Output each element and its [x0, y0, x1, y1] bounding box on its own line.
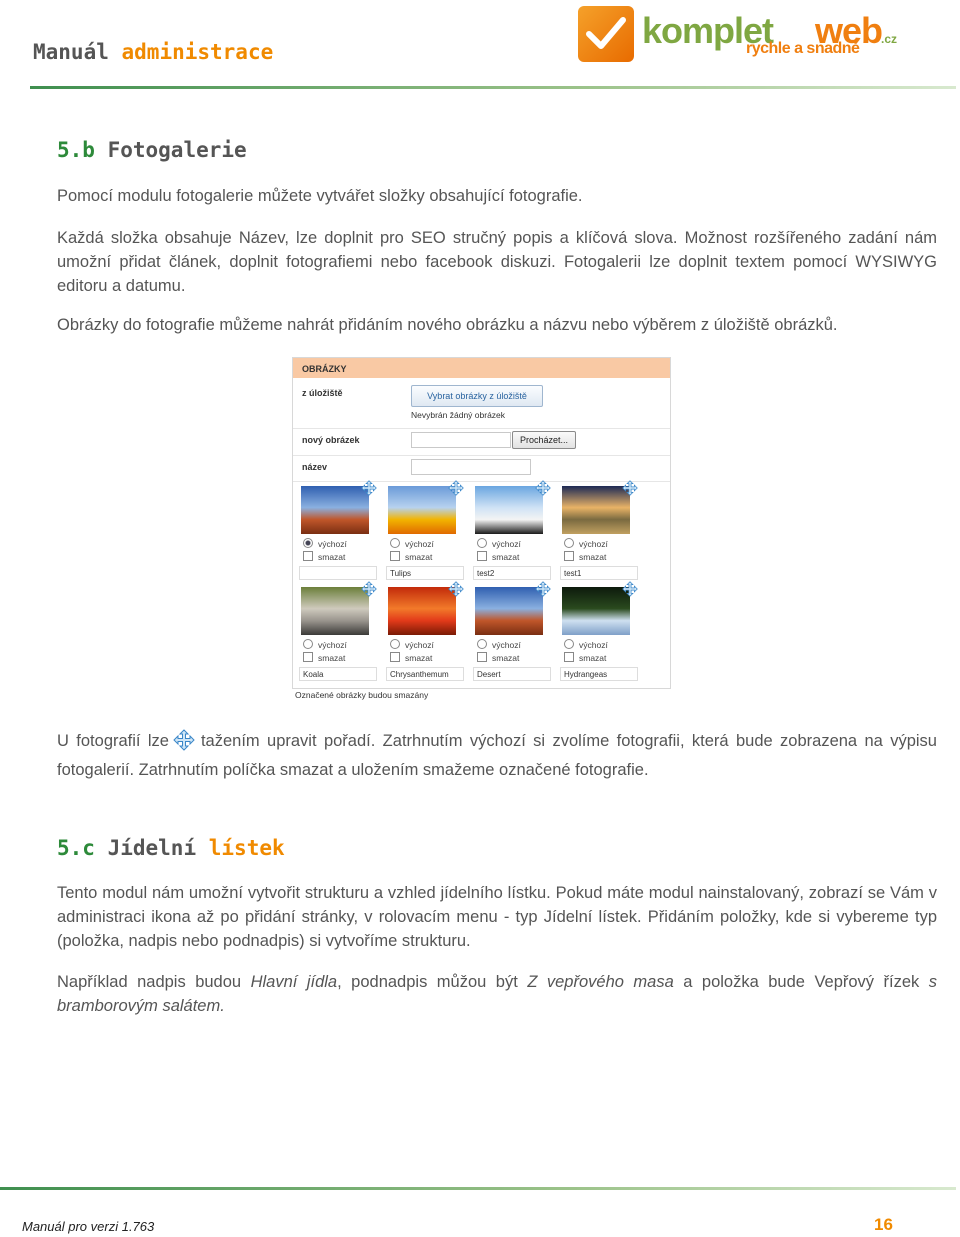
radio-icon — [303, 639, 313, 649]
new-image-row — [293, 428, 670, 456]
image-caption: Chrysanthemum — [390, 670, 449, 679]
example-italic: s bramborovým salátem. — [57, 973, 938, 1015]
image-caption-input[interactable] — [299, 667, 377, 681]
default-radio[interactable] — [303, 538, 347, 549]
section-number: 5.c — [57, 836, 95, 860]
kompletweb-logo — [578, 6, 908, 64]
document-header-title — [33, 40, 273, 64]
paragraph: Obrázky do fotografie můžeme nahrát přidáním nového obrázku a názvu nebo výběrem z úložiště obrázků. — [57, 316, 838, 334]
logo-check-icon — [578, 6, 634, 62]
default-label: výchozí — [579, 640, 608, 650]
move-arrows-icon[interactable] — [361, 581, 377, 599]
delete-label: smazat — [492, 552, 520, 562]
logo-tagline: rychle a snadně — [746, 40, 860, 57]
section-number: 5.b — [57, 138, 95, 162]
default-label: výchozí — [318, 539, 347, 549]
storage-label: z úložiště — [302, 388, 343, 398]
desert-image — [301, 486, 369, 534]
koala-image — [301, 587, 369, 635]
section-title: Fotogalerie — [107, 138, 247, 162]
section-heading-fotogalerie — [57, 138, 247, 162]
default-label: výchozí — [492, 539, 521, 549]
example-italic: Hlavní jídla — [250, 973, 338, 991]
logo-word-komplet: komplet — [642, 10, 774, 51]
default-label: výchozí — [579, 539, 608, 549]
checkbox-icon — [390, 551, 400, 561]
default-radio[interactable] — [390, 639, 434, 650]
example-text: a položka bude Vepřový řízek — [673, 973, 929, 991]
checkbox-icon — [303, 652, 313, 662]
example-text: Například nadpis budou — [57, 973, 251, 991]
browse-button[interactable]: Procházet... — [512, 431, 576, 449]
gallery-image-cell — [295, 581, 381, 679]
default-radio[interactable] — [564, 639, 608, 650]
delete-label: smazat — [318, 653, 346, 663]
image-caption-input[interactable] — [473, 566, 551, 580]
gallery-image-cell — [295, 480, 381, 578]
gallery-image-cell — [469, 581, 555, 679]
image-caption: Tulips — [390, 569, 412, 578]
delete-note: Označené obrázky budou smazány — [295, 690, 429, 700]
gallery-image-cell — [382, 581, 468, 679]
default-label: výchozí — [318, 640, 347, 650]
delete-checkbox[interactable] — [390, 551, 432, 562]
name-input[interactable] — [411, 459, 531, 475]
storage-status: Nevybrán žádný obrázek — [411, 410, 506, 420]
paragraph-example — [57, 970, 937, 1018]
desert-image — [475, 587, 543, 635]
gallery-image-cell — [382, 480, 468, 578]
image-caption: Desert — [477, 670, 501, 679]
move-arrows-icon[interactable] — [448, 480, 464, 498]
image-caption-input[interactable] — [299, 566, 377, 580]
section-title-part1: Jídelní — [107, 836, 197, 860]
delete-label: smazat — [492, 653, 520, 663]
logo-word-web: web — [815, 10, 883, 51]
tulips-image — [388, 486, 456, 534]
name-label: název — [302, 462, 328, 472]
delete-label: smazat — [318, 552, 346, 562]
hydrangeas-image — [562, 587, 630, 635]
image-caption: Hydrangeas — [564, 670, 608, 679]
default-radio[interactable] — [477, 639, 521, 650]
move-arrows-icon[interactable] — [622, 480, 638, 498]
chrysanthemum-image — [388, 587, 456, 635]
image-caption: test1 — [564, 569, 582, 578]
move-text-before: U fotografií lze — [57, 732, 169, 750]
page-number: 16 — [874, 1215, 893, 1234]
checkbox-icon — [564, 652, 574, 662]
paragraph-move — [57, 729, 937, 782]
default-label: výchozí — [405, 640, 434, 650]
delete-checkbox[interactable] — [477, 551, 519, 562]
header-divider — [30, 86, 956, 89]
gallery-image-cell — [469, 480, 555, 578]
delete-label: smazat — [579, 552, 607, 562]
checkbox-icon — [477, 551, 487, 561]
radio-icon — [564, 538, 574, 548]
delete-checkbox[interactable] — [564, 551, 606, 562]
default-radio[interactable] — [564, 538, 608, 549]
gallery-image-cell — [556, 480, 642, 578]
new-image-file-input[interactable] — [411, 432, 511, 448]
delete-label: smazat — [405, 552, 433, 562]
radio-icon — [477, 639, 487, 649]
new-image-label: nový obrázek — [302, 435, 360, 445]
checkbox-icon — [303, 551, 313, 561]
paragraph: Tento modul nám umožní vytvořit strukturu a vzhled jídelního lístku. Pokud máte modul nainstalovaný, zobrazí se Vám v administraci ikona až po přidání stránky, v rolovacím menu - typ Jídelní lístek. Přidáním položky, kde si vybereme typ (položka, nadpis nebo podnadpis) si vytvoříme strukturu. — [57, 884, 937, 950]
delete-checkbox[interactable] — [564, 652, 606, 663]
example-italic: Z vepřového masa — [527, 973, 674, 991]
delete-checkbox[interactable] — [303, 652, 345, 663]
image-caption: Koala — [303, 670, 324, 679]
section-heading-jidelni-listek — [57, 836, 285, 860]
delete-checkbox[interactable] — [303, 551, 345, 562]
images-panel-header: OBRÁZKY — [293, 358, 670, 378]
default-radio[interactable] — [390, 538, 434, 549]
radio-icon — [564, 639, 574, 649]
header-title-part1: Manuál — [33, 40, 109, 64]
default-label: výchozí — [492, 640, 521, 650]
delete-label: smazat — [579, 653, 607, 663]
footer-divider — [0, 1187, 956, 1190]
move-arrows-icon[interactable] — [622, 581, 638, 599]
delete-checkbox[interactable] — [390, 652, 432, 663]
checkbox-icon — [564, 551, 574, 561]
move-text-after: tažením upravit pořadí. Zatrhnutím výchozí si zvolíme fotografii, která bude zobrazena na výpisu fotogalerií. Zatrhnutím políčka smazat a uložením smažeme označené fotografie. — [57, 732, 937, 779]
paragraph: Pomocí modulu fotogalerie můžete vytvářet složky obsahující fotografie. — [57, 187, 583, 205]
move-arrows-icon[interactable] — [535, 581, 551, 599]
image-caption-input[interactable] — [473, 667, 551, 681]
move-arrows-icon[interactable] — [448, 581, 464, 599]
name-row — [293, 455, 670, 482]
default-label: výchozí — [405, 539, 434, 549]
delete-label: smazat — [405, 653, 433, 663]
lighthouse-image — [562, 486, 630, 534]
checkbox-icon — [477, 652, 487, 662]
image-caption-input[interactable] — [386, 667, 464, 681]
gallery-admin-screenshot — [292, 357, 671, 689]
delete-checkbox[interactable] — [477, 652, 519, 663]
gallery-image-cell — [556, 581, 642, 679]
image-caption-input[interactable] — [560, 566, 638, 580]
move-arrows-icon[interactable] — [535, 480, 551, 498]
image-caption-input[interactable] — [560, 667, 638, 681]
footer-version: Manuál pro verzi 1.763 — [22, 1219, 155, 1234]
header-title-part2: administrace — [121, 40, 274, 64]
image-caption-input[interactable] — [386, 566, 464, 580]
radio-icon — [303, 538, 313, 548]
select-from-storage-button[interactable]: Vybrat obrázky z úložiště — [411, 385, 543, 407]
storage-row — [293, 378, 670, 429]
paragraph: Každá složka obsahuje Název, lze doplnit pro SEO stručný popis a klíčová slova. Možnost rozšířeného zadání nám umožní přidat článek, doplnit fotografiemi nebo facebook diskuzi. Fotogalerii lze doplnit textem pomocí WYSIWYG editoru a datumu. — [57, 229, 937, 295]
section-title-part2: lístek — [208, 836, 285, 860]
example-text: , podnadpis můžou být — [337, 973, 528, 991]
image-caption: test2 — [477, 569, 495, 578]
logo-tld: .cz — [881, 32, 898, 46]
move-arrows-icon[interactable] — [361, 480, 377, 498]
radio-icon — [390, 538, 400, 548]
default-radio[interactable] — [303, 639, 347, 650]
radio-icon — [390, 639, 400, 649]
penguins-image — [475, 486, 543, 534]
checkbox-icon — [390, 652, 400, 662]
radio-icon — [477, 538, 487, 548]
default-radio[interactable] — [477, 538, 521, 549]
move-arrows-icon — [173, 729, 195, 758]
